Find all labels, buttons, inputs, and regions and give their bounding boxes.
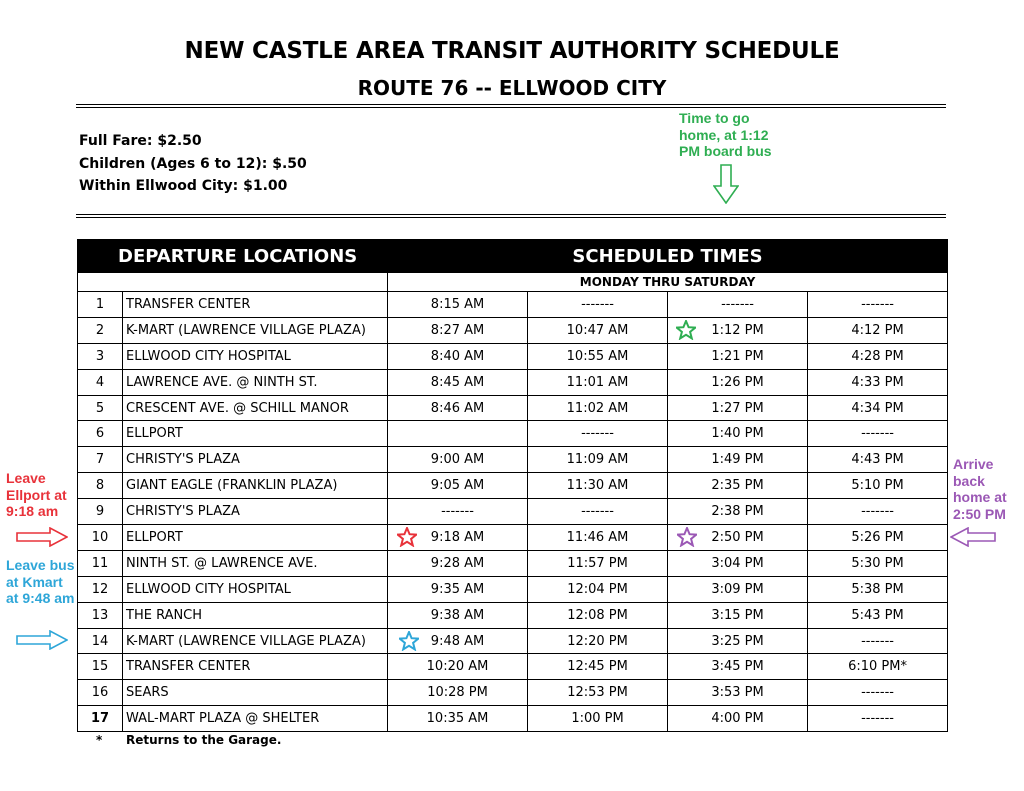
stop-location: GIANT EAGLE (FRANKLIN PLAZA) [123, 473, 388, 499]
route-subtitle: ROUTE 76 -- ELLWOOD CITY [357, 76, 667, 100]
time-value: 11:09 AM [566, 452, 629, 468]
scheduled-time [808, 628, 948, 654]
time-value: 3:15 PM [711, 607, 764, 623]
stop-location: ELLPORT [123, 525, 388, 551]
scheduled-time [528, 706, 668, 732]
scheduled-time [528, 499, 668, 525]
scheduled-time [808, 499, 948, 525]
time-value: 8:27 AM [430, 322, 485, 338]
table-row [78, 576, 948, 602]
scheduled-time [808, 706, 948, 732]
time-value: 9:48 AM [430, 633, 485, 649]
time-value: 5:43 PM [851, 607, 904, 623]
days-label: MONDAY THRU SATURDAY [388, 273, 948, 292]
header-scheduled-times: SCHEDULED TIMES [388, 240, 948, 273]
arrow-right-red-icon [16, 527, 68, 547]
scheduled-time [388, 628, 528, 654]
time-value: 10:47 AM [566, 322, 629, 338]
stop-location: NINTH ST. @ LAWRENCE AVE. [123, 550, 388, 576]
days-row [78, 273, 948, 292]
table-row [78, 473, 948, 499]
star-blue-icon [399, 631, 419, 651]
scheduled-time [668, 654, 808, 680]
scheduled-time [668, 447, 808, 473]
stop-location: K-MART (LAWRENCE VILLAGE PLAZA) [123, 317, 388, 343]
time-value: 3:04 PM [711, 555, 764, 571]
scheduled-time [668, 525, 808, 551]
time-value: 1:00 PM [571, 711, 624, 727]
stop-number: 5 [78, 395, 123, 421]
time-value: 2:38 PM [711, 504, 764, 520]
scheduled-time [388, 602, 528, 628]
scheduled-time [528, 447, 668, 473]
schedule-title: NEW CASTLE AREA TRANSIT AUTHORITY SCHEDULE [184, 38, 840, 64]
scheduled-time [528, 680, 668, 706]
scheduled-time [668, 317, 808, 343]
scheduled-time [528, 369, 668, 395]
time-value: ------- [861, 633, 894, 649]
table-row [78, 602, 948, 628]
time-value: 5:30 PM [851, 555, 904, 571]
table-row [78, 343, 948, 369]
time-value: 3:25 PM [711, 633, 764, 649]
scheduled-time [528, 421, 668, 447]
scheduled-time [668, 499, 808, 525]
stop-number: 4 [78, 369, 123, 395]
scheduled-time [528, 343, 668, 369]
table-row [78, 447, 948, 473]
time-value: ------- [861, 426, 894, 442]
table-row [78, 499, 948, 525]
star-red-icon [397, 527, 417, 547]
time-value: 5:38 PM [851, 581, 904, 597]
top-rule-lower [76, 107, 946, 108]
stop-location: THE RANCH [123, 602, 388, 628]
stop-number: 11 [78, 550, 123, 576]
scheduled-time [388, 499, 528, 525]
table-row [78, 680, 948, 706]
scheduled-time [388, 706, 528, 732]
scheduled-time [528, 395, 668, 421]
star-green-icon [676, 320, 696, 340]
time-value: 1:40 PM [711, 426, 764, 442]
time-value: 9:38 AM [430, 607, 485, 623]
time-value: 6:10 PM* [848, 659, 907, 675]
table-row [78, 550, 948, 576]
scheduled-time [668, 343, 808, 369]
time-value: 9:05 AM [430, 478, 485, 494]
time-value: 10:20 AM [426, 659, 489, 675]
scheduled-time [388, 421, 528, 447]
table-row [78, 628, 948, 654]
time-value: 1:49 PM [711, 452, 764, 468]
time-value: 11:46 AM [566, 529, 629, 545]
table-row [78, 706, 948, 732]
arrow-down-green-icon [713, 164, 739, 204]
top-rule-upper [76, 104, 946, 105]
footnote [96, 733, 281, 747]
time-value: ------- [861, 685, 894, 701]
stop-location: LAWRENCE AVE. @ NINTH ST. [123, 369, 388, 395]
stop-location: CHRISTY'S PLAZA [123, 499, 388, 525]
scheduled-time [528, 654, 668, 680]
scheduled-time [388, 525, 528, 551]
time-value: 1:27 PM [711, 400, 764, 416]
time-value: 4:28 PM [851, 348, 904, 364]
time-value: 9:18 AM [430, 529, 485, 545]
fare-within-city: Within Ellwood City: $1.00 [79, 178, 288, 194]
stop-location: TRANSFER CENTER [123, 292, 388, 318]
mid-rule-upper [76, 214, 946, 215]
time-value: 12:20 PM [567, 633, 628, 649]
time-value: 12:45 PM [567, 659, 628, 675]
table-row [78, 317, 948, 343]
time-value: ------- [581, 504, 614, 520]
time-value: 8:45 AM [430, 374, 485, 390]
time-value: ------- [721, 296, 754, 312]
scheduled-time [388, 317, 528, 343]
time-value: 9:28 AM [430, 555, 485, 571]
schedule-table [77, 239, 948, 732]
stop-number: 13 [78, 602, 123, 628]
scheduled-time [808, 576, 948, 602]
note-arrive-home: Arrive back home at 2:50 PM [953, 456, 1007, 522]
scheduled-time [528, 525, 668, 551]
time-value: 5:10 PM [851, 478, 904, 494]
scheduled-time [388, 576, 528, 602]
stop-number: 3 [78, 343, 123, 369]
time-value: 11:02 AM [566, 400, 629, 416]
arrow-left-purple-icon [950, 527, 996, 547]
time-value: 4:33 PM [851, 374, 904, 390]
scheduled-time [388, 343, 528, 369]
time-value: ------- [581, 296, 614, 312]
stop-location: ELLWOOD CITY HOSPITAL [123, 343, 388, 369]
time-value: 5:26 PM [851, 529, 904, 545]
scheduled-time [388, 654, 528, 680]
stop-number: 7 [78, 447, 123, 473]
time-value: ------- [861, 296, 894, 312]
time-value: 11:01 AM [566, 374, 629, 390]
scheduled-time [808, 343, 948, 369]
scheduled-time [668, 602, 808, 628]
stop-number: 12 [78, 576, 123, 602]
scheduled-time [388, 395, 528, 421]
scheduled-time [668, 292, 808, 318]
scheduled-time [528, 602, 668, 628]
stop-location: ELLPORT [123, 421, 388, 447]
scheduled-time [668, 473, 808, 499]
time-value: 4:12 PM [851, 322, 904, 338]
stop-location: SEARS [123, 680, 388, 706]
stop-number: 6 [78, 421, 123, 447]
scheduled-time [808, 680, 948, 706]
scheduled-time [808, 602, 948, 628]
time-value: 10:28 PM [427, 685, 488, 701]
time-value: 4:34 PM [851, 400, 904, 416]
time-value: 9:35 AM [430, 581, 485, 597]
time-value: 1:26 PM [711, 374, 764, 390]
scheduled-time [528, 317, 668, 343]
scheduled-time [388, 447, 528, 473]
note-leave-kmart: Leave bus at Kmart at 9:48 am [6, 557, 75, 606]
stop-location: WAL-MART PLAZA @ SHELTER [123, 706, 388, 732]
scheduled-time [528, 473, 668, 499]
stop-number: 10 [78, 525, 123, 551]
mid-rule-lower [76, 217, 946, 218]
time-value: 12:08 PM [567, 607, 628, 623]
time-value: 11:30 AM [566, 478, 629, 494]
stop-number: 16 [78, 680, 123, 706]
scheduled-time [668, 680, 808, 706]
time-value: ------- [441, 504, 474, 520]
star-purple-icon [677, 527, 697, 547]
time-value: ------- [861, 711, 894, 727]
time-value: 8:46 AM [430, 400, 485, 416]
scheduled-time [808, 525, 948, 551]
scheduled-time [808, 654, 948, 680]
scheduled-time [388, 680, 528, 706]
scheduled-time [388, 473, 528, 499]
scheduled-time [808, 550, 948, 576]
time-value: 1:21 PM [711, 348, 764, 364]
time-value: 10:35 AM [426, 711, 489, 727]
stop-number: 2 [78, 317, 123, 343]
stop-number: 9 [78, 499, 123, 525]
table-row [78, 654, 948, 680]
table-row [78, 395, 948, 421]
fare-list [79, 130, 307, 198]
scheduled-time [668, 628, 808, 654]
scheduled-time [528, 292, 668, 318]
arrow-right-blue-icon [16, 630, 68, 650]
time-value: 3:53 PM [711, 685, 764, 701]
scheduled-time [808, 317, 948, 343]
scheduled-time [668, 369, 808, 395]
scheduled-time [388, 550, 528, 576]
scheduled-time [668, 706, 808, 732]
stop-number: 1 [78, 292, 123, 318]
stop-location: CRESCENT AVE. @ SCHILL MANOR [123, 395, 388, 421]
time-value: 12:04 PM [567, 581, 628, 597]
stop-number: 8 [78, 473, 123, 499]
time-value: 1:12 PM [711, 322, 764, 338]
time-value: 3:09 PM [711, 581, 764, 597]
scheduled-time [388, 369, 528, 395]
time-value: 9:00 AM [430, 452, 485, 468]
table-row [78, 292, 948, 318]
scheduled-time [808, 421, 948, 447]
footnote-text: Returns to the Garage. [126, 733, 282, 747]
fare-full: Full Fare: $2.50 [79, 133, 202, 149]
stop-number: 17 [78, 706, 123, 732]
scheduled-time [668, 550, 808, 576]
stop-location: ELLWOOD CITY HOSPITAL [123, 576, 388, 602]
scheduled-time [808, 395, 948, 421]
scheduled-time [388, 292, 528, 318]
scheduled-time [808, 369, 948, 395]
scheduled-time [528, 550, 668, 576]
stop-location: K-MART (LAWRENCE VILLAGE PLAZA) [123, 628, 388, 654]
stop-number: 15 [78, 654, 123, 680]
stop-number: 14 [78, 628, 123, 654]
scheduled-time [808, 447, 948, 473]
footnote-mark: * [96, 733, 103, 747]
time-value: 11:57 PM [567, 555, 628, 571]
time-value: 4:43 PM [851, 452, 904, 468]
time-value: 10:55 AM [566, 348, 629, 364]
fare-children: Children (Ages 6 to 12): $.50 [79, 155, 307, 172]
scheduled-time [528, 628, 668, 654]
note-go-home: Time to go home, at 1:12 PM board bus [679, 110, 772, 159]
time-value: 3:45 PM [711, 659, 764, 675]
scheduled-time [668, 395, 808, 421]
scheduled-time [668, 576, 808, 602]
header-departure-locations: DEPARTURE LOCATIONS [78, 240, 388, 273]
stop-location: CHRISTY'S PLAZA [123, 447, 388, 473]
time-value: 4:00 PM [711, 711, 764, 727]
time-value: ------- [861, 504, 894, 520]
time-value: 2:50 PM [711, 529, 764, 545]
table-row [78, 525, 948, 551]
table-header-row [78, 240, 948, 273]
time-value: 8:15 AM [430, 296, 485, 312]
scheduled-time [528, 576, 668, 602]
scheduled-time [808, 473, 948, 499]
table-row [78, 421, 948, 447]
time-value: 2:35 PM [711, 478, 764, 494]
table-row [78, 369, 948, 395]
note-leave-ellport: Leave Ellport at 9:18 am [6, 470, 67, 519]
stop-location: TRANSFER CENTER [123, 654, 388, 680]
scheduled-time [808, 292, 948, 318]
scheduled-time [668, 421, 808, 447]
time-value: 12:53 PM [567, 685, 628, 701]
time-value: ------- [581, 426, 614, 442]
time-value: 8:40 AM [430, 348, 485, 364]
